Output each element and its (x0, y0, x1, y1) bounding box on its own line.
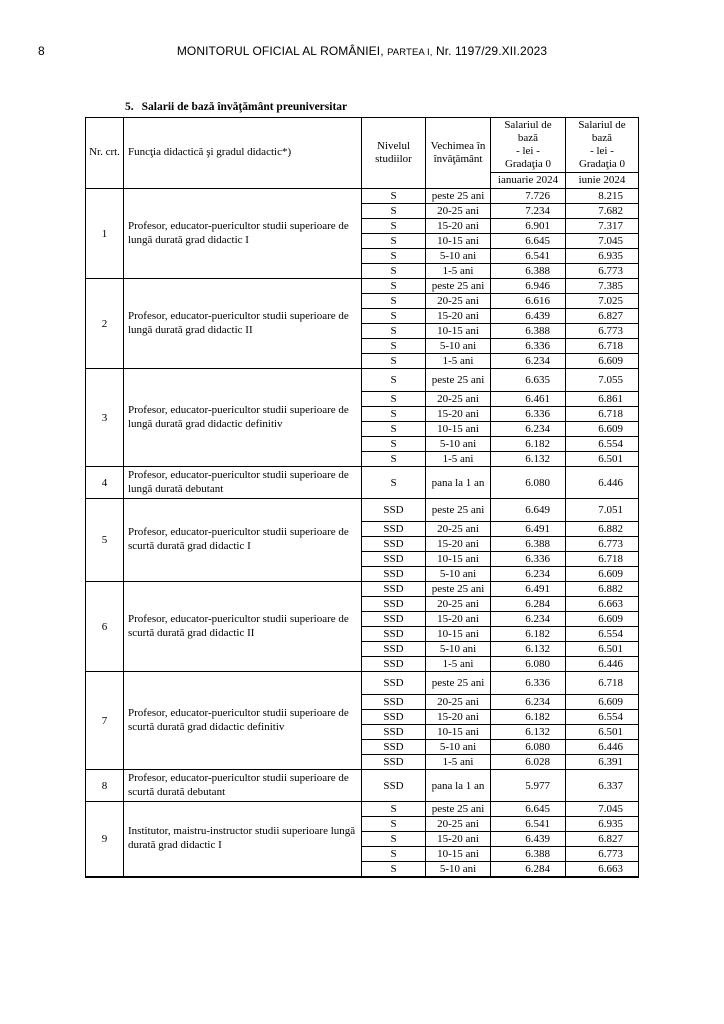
cell-salariu-ianuarie: 6.234 (491, 422, 566, 437)
page-number: 8 (38, 44, 45, 58)
cell-salariu-ianuarie: 6.182 (491, 710, 566, 725)
cell-salariu-iunie: 6.501 (566, 642, 639, 657)
salary-table-body (86, 189, 639, 877)
cell-salariu-ianuarie: 6.616 (491, 294, 566, 309)
cell-nr-crt: 5 (86, 499, 124, 582)
cell-vechime: pana la 1 an (426, 467, 491, 499)
cell-vechime: 15-20 ani (426, 612, 491, 627)
salariu-ianuarie-line: - lei - (516, 145, 540, 157)
cell-salariu-ianuarie: 6.132 (491, 452, 566, 467)
cell-salariu-iunie: 6.861 (566, 392, 639, 407)
cell-salariu-ianuarie: 6.284 (491, 597, 566, 612)
cell-salariu-iunie: 6.827 (566, 309, 639, 324)
cell-salariu-ianuarie: 6.645 (491, 802, 566, 817)
salariu-iunie-line: Gradaţia 0 (578, 158, 626, 170)
cell-salariu-ianuarie: 6.234 (491, 695, 566, 710)
cell-salariu-ianuarie: 6.234 (491, 612, 566, 627)
cell-nivel-studii: S (362, 249, 426, 264)
cell-nivel-studii: SSD (362, 612, 426, 627)
salariu-ianuarie-line: bază (517, 132, 539, 144)
cell-salariu-iunie: 6.501 (566, 452, 639, 467)
salariu-iunie-line: bază (591, 132, 613, 144)
cell-salariu-ianuarie: 6.132 (491, 642, 566, 657)
journal-part: PARTEA I, (387, 47, 433, 58)
cell-nivel-studii: S (362, 392, 426, 407)
cell-nivel-studii: S (362, 234, 426, 249)
cell-vechime: 15-20 ani (426, 710, 491, 725)
cell-salariu-ianuarie: 6.388 (491, 324, 566, 339)
cell-functie: Profesor, educator-puericultor studii superioare de scurtă durată grad didactic definitiv (124, 672, 362, 770)
cell-salariu-ianuarie: 7.726 (491, 189, 566, 204)
cell-nivel-studii: S (362, 339, 426, 354)
cell-nivel-studii: SSD (362, 657, 426, 672)
cell-salariu-iunie: 6.718 (566, 407, 639, 422)
cell-nivel-studii: S (362, 862, 426, 877)
cell-vechime: 10-15 ani (426, 552, 491, 567)
cell-functie: Profesor, educator-puericultor studii superioare de lungă durată grad didactic II (124, 279, 362, 369)
cell-salariu-iunie: 6.773 (566, 847, 639, 862)
salariu-iunie-line: - lei - (590, 145, 614, 157)
cell-vechime: peste 25 ani (426, 499, 491, 522)
cell-nr-crt: 8 (86, 770, 124, 802)
cell-salariu-iunie: 7.051 (566, 499, 639, 522)
cell-salariu-iunie: 6.609 (566, 567, 639, 582)
cell-vechime: 5-10 ani (426, 249, 491, 264)
cell-vechime: 20-25 ani (426, 392, 491, 407)
cell-vechime: 20-25 ani (426, 294, 491, 309)
cell-salariu-iunie: 6.609 (566, 695, 639, 710)
cell-nivel-studii: SSD (362, 597, 426, 612)
cell-vechime: 15-20 ani (426, 219, 491, 234)
cell-vechime: 5-10 ani (426, 437, 491, 452)
cell-salariu-iunie: 6.935 (566, 817, 639, 832)
running-header (0, 44, 724, 58)
salariu-ianuarie-line: Gradaţia 0 (504, 158, 552, 170)
cell-salariu-iunie: 6.609 (566, 354, 639, 369)
col-header-functie: Funcţia didactică şi gradul didactic*) (124, 118, 362, 189)
table-row (86, 369, 639, 392)
cell-nr-crt: 9 (86, 802, 124, 877)
cell-salariu-iunie: 6.446 (566, 657, 639, 672)
col-subheader-ianuarie-2024: ianuarie 2024 (491, 173, 566, 189)
table-row (86, 802, 639, 817)
cell-salariu-iunie: 6.609 (566, 422, 639, 437)
cell-nivel-studii: S (362, 452, 426, 467)
col-header-nivel-studii: Nivelul studiilor (362, 118, 426, 189)
cell-vechime: 5-10 ani (426, 862, 491, 877)
cell-salariu-ianuarie: 6.182 (491, 627, 566, 642)
cell-nivel-studii: S (362, 324, 426, 339)
cell-salariu-iunie: 6.663 (566, 862, 639, 877)
cell-salariu-ianuarie: 6.946 (491, 279, 566, 294)
cell-vechime: 1-5 ani (426, 452, 491, 467)
cell-salariu-ianuarie: 5.977 (491, 770, 566, 802)
cell-nr-crt: 6 (86, 582, 124, 672)
cell-nivel-studii: S (362, 189, 426, 204)
cell-nivel-studii: S (362, 467, 426, 499)
cell-salariu-ianuarie: 6.080 (491, 740, 566, 755)
cell-nivel-studii: S (362, 279, 426, 294)
cell-nivel-studii: S (362, 369, 426, 392)
cell-nivel-studii: SSD (362, 770, 426, 802)
cell-salariu-iunie: 6.882 (566, 522, 639, 537)
cell-salariu-iunie: 8.215 (566, 189, 639, 204)
cell-salariu-iunie: 6.554 (566, 710, 639, 725)
cell-vechime: 15-20 ani (426, 832, 491, 847)
col-header-vechime: Vechimea în învăţământ (426, 118, 491, 189)
section-title-text: Salarii de bază învăţământ preuniversitar (141, 101, 348, 113)
cell-nivel-studii: S (362, 204, 426, 219)
cell-salariu-ianuarie: 6.635 (491, 369, 566, 392)
cell-salariu-ianuarie: 6.234 (491, 354, 566, 369)
cell-salariu-ianuarie: 6.388 (491, 264, 566, 279)
cell-functie: Profesor, educator-puericultor studii superioare de lungă durată debutant (124, 467, 362, 499)
cell-salariu-ianuarie: 6.901 (491, 219, 566, 234)
cell-vechime: 10-15 ani (426, 847, 491, 862)
cell-nivel-studii: SSD (362, 627, 426, 642)
salariu-ianuarie-line: Salariul de (504, 119, 552, 131)
cell-salariu-ianuarie: 6.388 (491, 537, 566, 552)
salariu-iunie-line: Salariul de (578, 119, 626, 131)
cell-vechime: peste 25 ani (426, 672, 491, 695)
table-row (86, 672, 639, 695)
cell-salariu-ianuarie: 6.541 (491, 817, 566, 832)
cell-vechime: 15-20 ani (426, 537, 491, 552)
cell-salariu-ianuarie: 6.080 (491, 657, 566, 672)
table-row (86, 279, 639, 294)
cell-nivel-studii: SSD (362, 725, 426, 740)
cell-vechime: peste 25 ani (426, 802, 491, 817)
cell-salariu-ianuarie: 6.461 (491, 392, 566, 407)
cell-nr-crt: 1 (86, 189, 124, 279)
cell-salariu-ianuarie: 6.132 (491, 725, 566, 740)
cell-nivel-studii: S (362, 832, 426, 847)
cell-vechime: 5-10 ani (426, 339, 491, 354)
cell-nivel-studii: S (362, 264, 426, 279)
cell-vechime: 1-5 ani (426, 755, 491, 770)
cell-salariu-ianuarie: 6.541 (491, 249, 566, 264)
cell-salariu-iunie: 6.773 (566, 537, 639, 552)
cell-nivel-studii: SSD (362, 740, 426, 755)
cell-nivel-studii: S (362, 847, 426, 862)
cell-salariu-iunie: 7.385 (566, 279, 639, 294)
cell-salariu-iunie: 6.827 (566, 832, 639, 847)
cell-nivel-studii: SSD (362, 537, 426, 552)
cell-vechime: 5-10 ani (426, 567, 491, 582)
cell-salariu-iunie: 7.317 (566, 219, 639, 234)
cell-nivel-studii: S (362, 219, 426, 234)
cell-salariu-ianuarie: 6.491 (491, 582, 566, 597)
cell-vechime: 10-15 ani (426, 627, 491, 642)
cell-nivel-studii: S (362, 437, 426, 452)
table-row (86, 499, 639, 522)
cell-salariu-iunie: 7.045 (566, 234, 639, 249)
journal-issue: Nr. 1197/29.XII.2023 (435, 44, 548, 58)
cell-vechime: 1-5 ani (426, 657, 491, 672)
cell-vechime: 20-25 ani (426, 597, 491, 612)
cell-nivel-studii: S (362, 817, 426, 832)
journal-title: MONITORUL OFICIAL AL ROMÂNIEI, (176, 44, 384, 58)
cell-nivel-studii: S (362, 407, 426, 422)
cell-salariu-ianuarie: 6.080 (491, 467, 566, 499)
cell-functie: Profesor, educator-puericultor studii superioare de scurtă durată grad didactic I (124, 499, 362, 582)
cell-vechime: 20-25 ani (426, 695, 491, 710)
cell-salariu-iunie: 6.718 (566, 552, 639, 567)
cell-salariu-iunie: 6.501 (566, 725, 639, 740)
cell-nivel-studii: S (362, 294, 426, 309)
cell-salariu-ianuarie: 6.182 (491, 437, 566, 452)
cell-salariu-iunie: 7.055 (566, 369, 639, 392)
page-content (85, 101, 638, 878)
cell-salariu-iunie: 6.718 (566, 339, 639, 354)
cell-salariu-ianuarie: 6.336 (491, 672, 566, 695)
cell-salariu-iunie: 6.554 (566, 437, 639, 452)
cell-functie: Institutor, maistru-instructor studii superioare lungă durată grad didactic I (124, 802, 362, 877)
cell-salariu-iunie: 7.045 (566, 802, 639, 817)
cell-salariu-ianuarie: 6.439 (491, 832, 566, 847)
cell-salariu-ianuarie: 6.336 (491, 552, 566, 567)
cell-salariu-iunie: 6.609 (566, 612, 639, 627)
cell-vechime: 15-20 ani (426, 407, 491, 422)
cell-vechime: peste 25 ani (426, 279, 491, 294)
cell-nr-crt: 3 (86, 369, 124, 467)
cell-salariu-iunie: 6.337 (566, 770, 639, 802)
cell-salariu-iunie: 7.682 (566, 204, 639, 219)
table-row (86, 467, 639, 499)
salary-table-header (86, 118, 639, 189)
cell-salariu-ianuarie: 6.028 (491, 755, 566, 770)
cell-vechime: 1-5 ani (426, 264, 491, 279)
cell-vechime: 10-15 ani (426, 234, 491, 249)
cell-nivel-studii: SSD (362, 755, 426, 770)
cell-salariu-ianuarie: 6.336 (491, 407, 566, 422)
cell-nr-crt: 2 (86, 279, 124, 369)
cell-salariu-ianuarie: 6.284 (491, 862, 566, 877)
cell-vechime: peste 25 ani (426, 189, 491, 204)
cell-vechime: peste 25 ani (426, 582, 491, 597)
cell-salariu-iunie: 6.718 (566, 672, 639, 695)
cell-functie: Profesor, educator-puericultor studii superioare de scurtă durată debutant (124, 770, 362, 802)
cell-vechime: 20-25 ani (426, 522, 491, 537)
cell-vechime: 5-10 ani (426, 642, 491, 657)
table-row (86, 189, 639, 204)
cell-nivel-studii: S (362, 309, 426, 324)
cell-salariu-ianuarie: 6.336 (491, 339, 566, 354)
cell-vechime: 10-15 ani (426, 324, 491, 339)
cell-salariu-iunie: 6.882 (566, 582, 639, 597)
cell-vechime: 5-10 ani (426, 740, 491, 755)
cell-salariu-ianuarie: 6.234 (491, 567, 566, 582)
cell-nivel-studii: SSD (362, 567, 426, 582)
cell-vechime: 10-15 ani (426, 422, 491, 437)
cell-salariu-ianuarie: 6.388 (491, 847, 566, 862)
cell-nivel-studii: SSD (362, 582, 426, 597)
cell-nivel-studii: SSD (362, 499, 426, 522)
cell-nivel-studii: S (362, 802, 426, 817)
table-row (86, 770, 639, 802)
cell-functie: Profesor, educator-puericultor studii superioare de lungă durată grad didactic definitiv (124, 369, 362, 467)
cell-salariu-ianuarie: 6.645 (491, 234, 566, 249)
cell-nivel-studii: SSD (362, 642, 426, 657)
cell-salariu-ianuarie: 6.649 (491, 499, 566, 522)
section-number: 5. (125, 101, 134, 113)
cell-nivel-studii: S (362, 354, 426, 369)
cell-salariu-iunie: 6.446 (566, 740, 639, 755)
cell-vechime: 20-25 ani (426, 204, 491, 219)
cell-salariu-iunie: 6.391 (566, 755, 639, 770)
cell-salariu-iunie: 6.663 (566, 597, 639, 612)
col-subheader-iunie-2024: iunie 2024 (566, 173, 639, 189)
cell-salariu-iunie: 6.554 (566, 627, 639, 642)
cell-nr-crt: 7 (86, 672, 124, 770)
section-title (125, 101, 638, 113)
cell-salariu-ianuarie: 6.439 (491, 309, 566, 324)
cell-salariu-iunie: 6.773 (566, 264, 639, 279)
cell-vechime: peste 25 ani (426, 369, 491, 392)
cell-vechime: pana la 1 an (426, 770, 491, 802)
cell-vechime: 15-20 ani (426, 309, 491, 324)
cell-nivel-studii: SSD (362, 552, 426, 567)
cell-nivel-studii: SSD (362, 672, 426, 695)
col-header-salariu-ianuarie (491, 118, 566, 173)
cell-salariu-ianuarie: 7.234 (491, 204, 566, 219)
cell-vechime: 20-25 ani (426, 817, 491, 832)
cell-nivel-studii: SSD (362, 695, 426, 710)
col-header-salariu-iunie (566, 118, 639, 173)
cell-functie: Profesor, educator-puericultor studii superioare de lungă durată grad didactic I (124, 189, 362, 279)
cell-nivel-studii: SSD (362, 522, 426, 537)
cell-salariu-iunie: 6.935 (566, 249, 639, 264)
col-header-nr-crt: Nr. crt. (86, 118, 124, 189)
cell-salariu-iunie: 6.773 (566, 324, 639, 339)
table-row (86, 582, 639, 597)
cell-salariu-iunie: 7.025 (566, 294, 639, 309)
salary-table (85, 117, 639, 878)
cell-vechime: 10-15 ani (426, 725, 491, 740)
cell-salariu-iunie: 6.446 (566, 467, 639, 499)
cell-vechime: 1-5 ani (426, 354, 491, 369)
cell-nivel-studii: S (362, 422, 426, 437)
cell-nivel-studii: SSD (362, 710, 426, 725)
cell-nr-crt: 4 (86, 467, 124, 499)
cell-salariu-ianuarie: 6.491 (491, 522, 566, 537)
cell-functie: Profesor, educator-puericultor studii superioare de scurtă durată grad didactic II (124, 582, 362, 672)
